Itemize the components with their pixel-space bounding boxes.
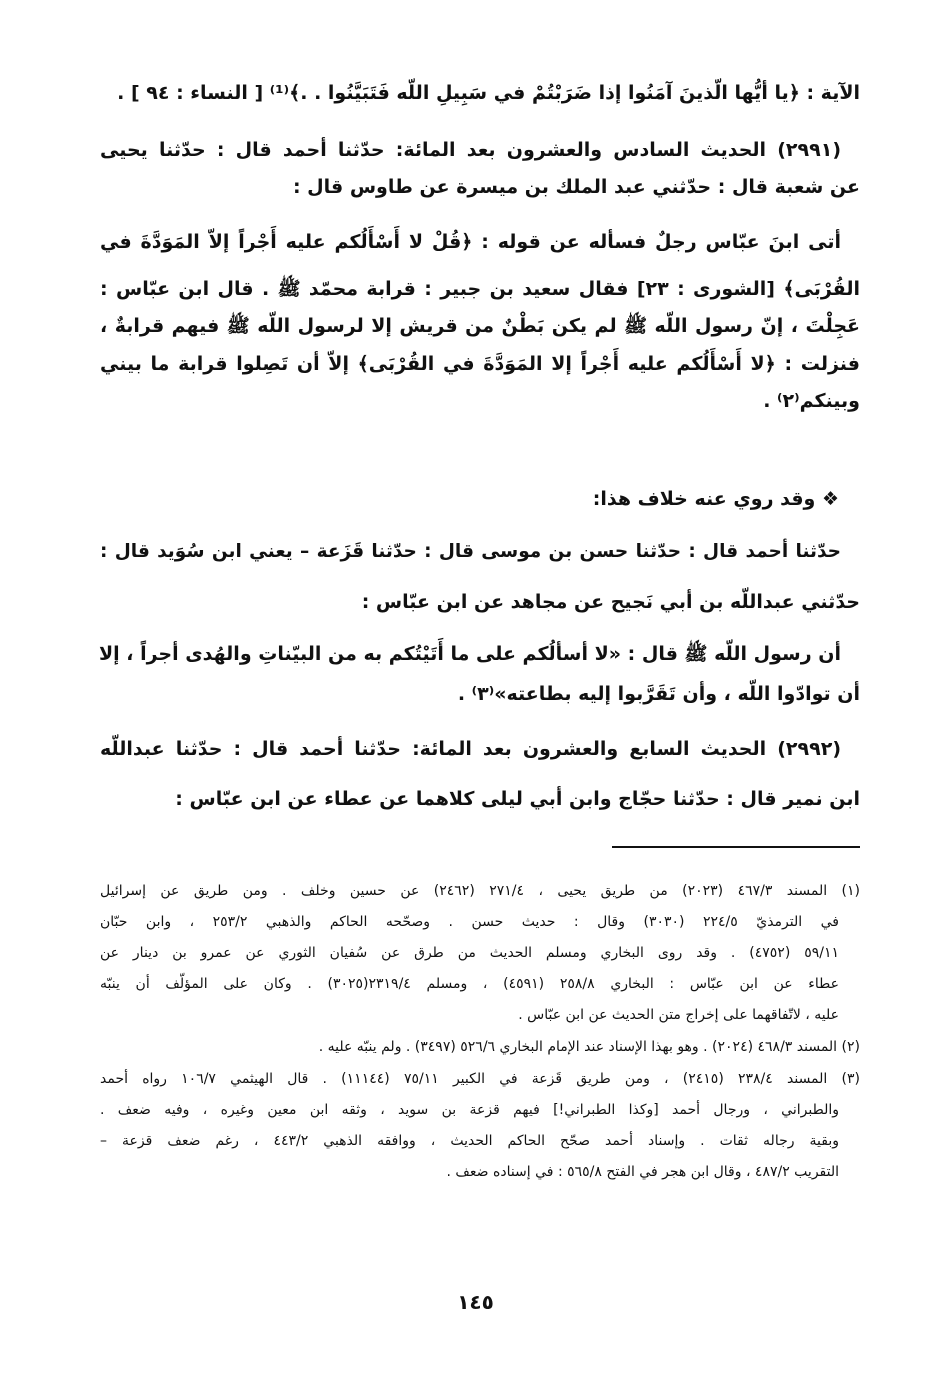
footnote-3-line: وبقية رجاله ثقات . وإسناد أحمد صحّح الحاكم الحديث ، ووافقه الذهبي ٤٤٣/٢ ، رغم ضعف قزعة – [100,1133,839,1149]
footnote-1-line: في الترمذيّ ٢٢٤/٥ (٣٠٣٠) وقال : حديث حسن . وصحّحه الحاكم والذهبي ٢٥٣/٢ ، وابن حبّان [100,914,840,930]
hadith-2991-isnad: عن شعبة قال : حدّثني عبد الملك بن ميسرة عن طاوس قال : [292,176,860,198]
footnote-3-line: والطبراني ، ورجال أحمد [وكذا الطبراني!] فيهم قزعة بن سويد ، وثقه ابن معين وغيره ، وفيه ضعف . [100,1102,839,1118]
hadith-2991-heading: (٢٩٩١) الحديث السادس والعشرون بعد المائة: [395,139,841,161]
hadith-2992-isnad: ابن نمير قال : حدّثنا حجّاج وابن أبي ليلى كلاهما عن عطاء عن ابن عبّاس : [175,788,860,810]
footnote-2-line: (٢) المسند ٤٦٨/٣ (٢٠٢٤) . وهو بهذا الإسناد عند الإمام البخاري ٥٢٦/٦ (٣٤٩٧) . ولم ينبّه عليه . [318,1039,860,1055]
verse-line: الآية : ﴿يا أيُّها الّذينَ آمَنُوا إذا ضَرَبْتُمْ في سَبِيلِ اللّه فَتَبَيَّنُوا . .﴾⁽¹⁾ [ النساء : ٩٤ ] . [117,82,860,104]
narration-isnad-line: حدّثني عبداللّه بن أبي نَجيح عن مجاهد عن ابن عبّاس : [361,591,860,613]
hadith-2991-body-line: فنزلت : ﴿لا أَسْأَلُكم عليه أَجْراً إلا المَوَدَّةَ في القُرْبَى﴾ إلاّ أن تَصِلوا قرابة ما بيني [100,353,860,375]
hadith-2992-heading: (٢٩٩٢) الحديث السابع والعشرون بعد المائة: [412,738,841,760]
footnote-divider [612,846,860,848]
hadith-2991-first-line [100,141,841,160]
hadith-2992-first-line [100,740,841,759]
footnote-1-line: عطاء عن ابن عبّاس : البخاري ٢٥٨/٨ (٤٥٩١) ، ومسلم ٢٣١٩/٤(٣٠٢٥) . وكان على المؤلّف أن ينبّه [100,976,839,992]
narration-isnad-line: حدّثنا أحمد قال : حدّثنا حسن بن موسى قال : حدّثنا قَزَعة – يعني ابن سُوَيد قال : [100,541,841,562]
footnote-1-line: ٥٩/١١ (٤٧٥٢) . وقد روى البخاري ومسلم الحديث من طرق عن سُفيان الثوري عن عمرو بن دينار عن [100,945,839,961]
hadith-2991-body-line: عَجِلْتَ ، إنّ رسول اللّه ﷺ لم يكن بَطْنٌ من قريش إلا لرسول اللّه ﷺ فيهم قرابةٌ ، [100,315,860,337]
subheading: ❖ وقد روي عنه خلاف هذا: [592,488,839,510]
hadith-2991-body-line: القُرْبَى﴾ [الشورى : ٢٣] فقال سعيد بن جبير : قرابة محمّد ﷺ . قال ابن عبّاس : [100,278,860,300]
hadith-2991-body-line: وبينكم⁽٢⁾ . [763,390,860,412]
footnote-1-line: (١) المسند ٤٦٧/٣ (٢٠٢٣) من طريق يحيى ، ٢٧١/٤ (٢٤٦٢) عن حسين وخلف . ومن طريق عن إسرائيل [100,883,861,899]
footnote-1-line: عليه ، لاتّفاقهما على إخراج متن الحديث عن ابن عبّاس . [518,1007,839,1023]
hadith-2991-body-line: أتى ابنَ عبّاس رجلٌ فسأله عن قوله : ﴿قُلْ لا أَسْأَلُكم عليه أَجْراً إلاّ المَوَدَّةَ في [100,231,841,253]
narration-matn-line: أن توادّوا اللّه ، وأن تَقَرَّبوا إليه بطاعته»⁽٣⁾ . [457,683,860,705]
hadith-2992-isnad-start: حدّثنا أحمد قال : حدّثنا عبداللّه [100,738,413,760]
hadith-2991-isnad-start: حدّثنا أحمد قال : حدّثنا يحيى [100,139,396,161]
footnote-3-line: (٣) المسند ٢٣٨/٤ (٢٤١٥) ، ومن طريق قَزعة في الكبير ٧٥/١١ (١١١٤٤) . قال الهيثمي ١٠٦/٧ رواه أحمد [100,1071,860,1087]
narration-matn-line: أن رسول اللّه ﷺ قال : «لا أسألُكم على ما أَتَيْتُكم به من البيّناتِ والهُدى أجراً ، إلا [98,643,841,665]
page-number: ١٤٥ [457,1290,494,1314]
footnote-3-line: التقريب ٤٨٧/٢ ، وقال ابن هجر في الفتح ٥٦٥/٨ : في إسناده ضعف . [446,1164,839,1180]
